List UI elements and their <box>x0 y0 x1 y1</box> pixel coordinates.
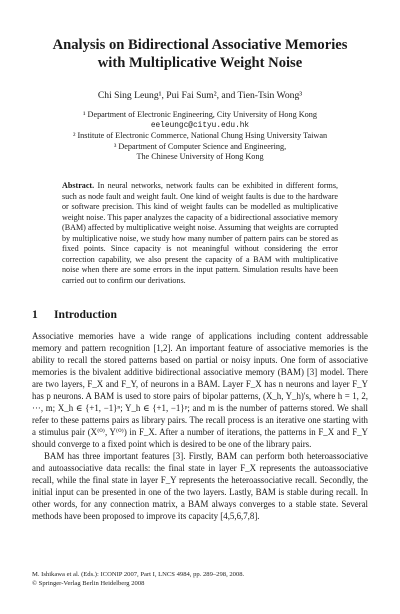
footer-citation: M. Ishikawa et al. (Eds.): ICONIP 2007, Part I, LNCS 4984, pp. 289–298, 2008. <box>32 571 245 578</box>
affiliation-3: ³ Department of Computer Science and Engineering, <box>113 141 287 151</box>
footer-copyright: © Springer-Verlag Berlin Heidelberg 2008 <box>32 579 145 587</box>
page-footer <box>32 571 244 589</box>
section-title: Introduction <box>54 308 117 322</box>
affiliation-1: ¹ Department of Electronic Engineering, City University of Hong Kong <box>83 110 317 119</box>
paragraph-2: BAM has three important features [3]. Firstly, BAM can perform both heteroassociative and autoassociative data recalls: the final state in layer F_X represents the autoassociative recall, while the final state in layer F_Y represents the heteroassociative recall. Secondly, the initial input can be presented in one of the two layers. Lastly, BAM is stable during recall. In other words, for any connection matrix, a BAM always converges to a stable state. Several methods have been proposed to improve its capacity [4,5,6,7,8]. <box>32 450 368 521</box>
section-body <box>32 331 368 522</box>
abstract <box>62 181 338 286</box>
affiliation-3-cont: The Chinese University of Hong Kong <box>136 152 264 162</box>
affiliation-2: ² Institute of Electronic Commerce, National Chung Hsing University Taiwan <box>72 131 328 141</box>
paragraph-1: Associative memories have a wide range of applications including content addressable memory and pattern recognition [1,2]. An important feature of associative memories is the ability to recall the stored patterns based on partial or noisy inputs. One form of associative memories is the bivalent additive bidirectional associative memory (BAM) [3] model. There are two layers, F_X and F_Y, of neurons in a BAM. Layer F_X has n neurons and layer F_Y has p neurons. A BAM is used to store pairs of bipolar patterns, (X_h, Y_h)'s, where h = 1, 2, ···, m; X_h ∈ {+1, −1}ⁿ; Y_h ∈ {+1, −1}ᵖ; and m is the number of patterns stored. We shall refer to these patterns pairs as library pairs. The recall process is an iterative one starting with a stimulus pair (X⁽⁰⁾, Y⁽⁰⁾) in F_X. After a number of iterations, the patterns in F_X and F_Y should converge to a fixed point which is desired to be one of the library pairs. <box>32 331 368 450</box>
author-email: eeleungc@cityu.edu.hk <box>150 121 250 130</box>
section-number: 1 <box>32 308 38 322</box>
paper-title <box>32 36 368 72</box>
author-list: Chi Sing Leung¹, Pui Fai Sum², and Tien-Tsin Wong³ <box>97 90 303 101</box>
section-heading <box>32 308 368 321</box>
title-line-1: Analysis on Bidirectional Associative Memories <box>52 37 348 53</box>
abstract-label: Abstract. <box>62 180 95 190</box>
title-line-2: with Multiplicative Weight Noise <box>97 55 303 71</box>
affiliations <box>32 110 368 163</box>
abstract-text: In neural networks, network faults can be exhibited in different forms, such as node fault and weight fault. One kind of weight faults is due to the hardware or software precision. This kind of weight faults can be modelled as multiplicative weight noise. This paper analyzes the capacity of a bidirectional associative memory (BAM) affected by multiplicative weight noise. Assuming that weights are corrupted by multiplicative noise, we study how many number of pattern pairs can be stored as fixed points. Since capacity is not meaningful without considering the error correction capability, we also present the capacity of a BAM with multiplicative noise when there are some errors in the input pattern. Simulation results have been carried out to confirm our derivations. <box>62 180 338 285</box>
